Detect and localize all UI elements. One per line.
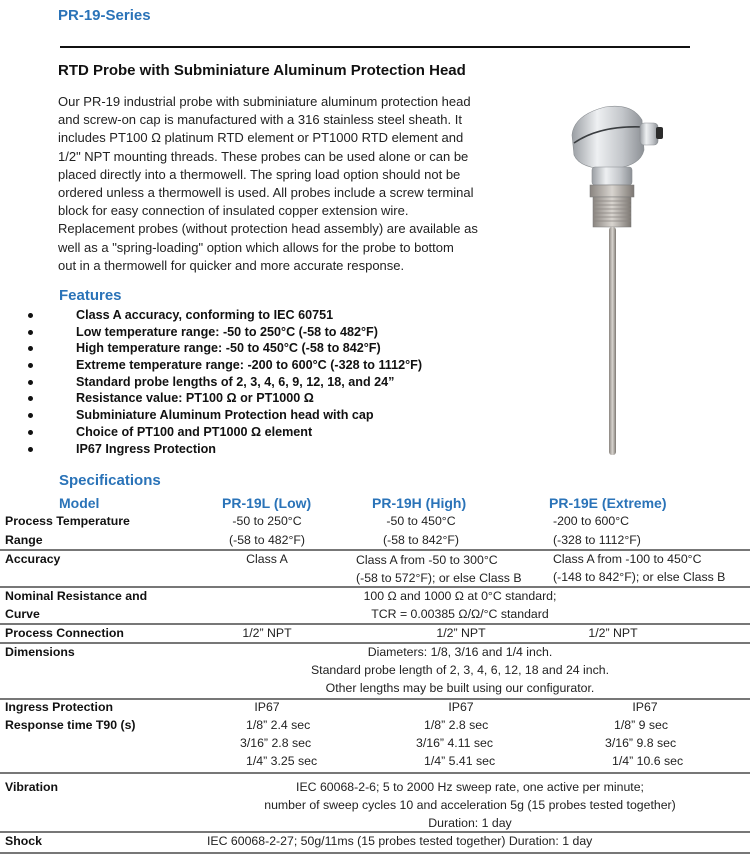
value-extreme: 1/4” 10.6 sec xyxy=(612,754,684,768)
bullet-icon xyxy=(28,346,33,351)
value-low: IP67 xyxy=(254,700,280,714)
value-high: 1/4” 5.41 sec xyxy=(424,754,496,768)
bullet-icon xyxy=(28,363,33,368)
value-extreme: Class A from -100 to 450°C xyxy=(553,552,702,566)
feature-item: Low temperature range: -50 to 250°C (-58 to 482°F) xyxy=(28,324,422,341)
bullet-icon xyxy=(28,330,33,335)
row-label: Range xyxy=(5,533,43,547)
features-list xyxy=(28,307,422,457)
bullet-icon xyxy=(28,380,33,385)
value-extreme: 1/8” 9 sec xyxy=(614,718,668,732)
value-low: Class A xyxy=(246,552,288,566)
bullet-icon xyxy=(28,313,33,318)
header-low: PR-19L (Low) xyxy=(222,495,312,511)
value-low: -50 to 250°C xyxy=(232,514,302,528)
intro-line: includes PT100 Ω platinum RTD element or PT1000 RTD element and xyxy=(58,130,464,146)
title-rule xyxy=(60,46,690,48)
value-high: (-58 to 842°F) xyxy=(383,533,459,547)
bullet-icon xyxy=(28,430,33,435)
row-label: Process Connection xyxy=(5,626,124,640)
value-all: 100 Ω and 1000 Ω at 0°C standard; xyxy=(363,589,557,603)
value-all: TCR = 0.00385 Ω/Ω/°C standard xyxy=(371,607,549,621)
row-label: Vibration xyxy=(5,780,59,794)
value-all: Diameters: 1/8, 3/16 and 1/4 inch. xyxy=(367,645,553,659)
value-all: IEC 60068-2-6; 5 to 2000 Hz sweep rate, one active per minute; xyxy=(296,780,644,794)
value-high: -50 to 450°C xyxy=(386,514,456,528)
intro-line: block for easy connection of insulated copper extension wire. xyxy=(58,203,409,219)
intro-line: and screw-on cap is manufactured with a 316 stainless steel sheath. It xyxy=(58,112,462,128)
row-label: Response time T90 (s) xyxy=(5,718,136,732)
row-divider xyxy=(0,772,750,774)
intro-line: Replacement probes (without protection head assembly) are available as xyxy=(58,221,478,237)
value-low: 1/2” NPT xyxy=(242,626,292,640)
intro-line: well as a "spring-loading" option which allows for the probe to bottom xyxy=(58,239,454,255)
intro-line: 1/2" NPT mounting threads. These probes can be used alone or can be xyxy=(58,148,469,164)
value-all: Other lengths may be built using our configurator. xyxy=(325,681,595,695)
feature-item: High temperature range: -50 to 450°C (-58 to 842°F) xyxy=(28,340,422,357)
value-high: 1/2” NPT xyxy=(436,626,486,640)
row-label: Process Temperature xyxy=(5,514,130,528)
row-label: Accuracy xyxy=(5,552,61,566)
intro-line: ordered unless a thermowell is used. All probes include a screw terminal xyxy=(58,185,474,201)
feature-item: Choice of PT100 and PT1000 Ω element xyxy=(28,424,422,441)
features-heading: Features xyxy=(59,287,122,304)
value-high: 3/16” 4.11 sec xyxy=(416,736,494,750)
value-extreme: (-148 to 842°F); or else Class B xyxy=(553,570,726,584)
feature-item: Standard probe lengths of 2, 3, 4, 6, 9, 12, 18, and 24” xyxy=(28,374,422,391)
value-low: 1/4” 3.25 sec xyxy=(246,754,318,768)
intro-line: out in a thermowell for quicker and more accurate response. xyxy=(58,257,405,273)
value-high: (-58 to 572°F); or else Class B xyxy=(356,571,522,585)
header-extreme: PR-19E (Extreme) xyxy=(549,495,667,511)
value-all: Duration: 1 day xyxy=(428,816,512,830)
value-high: 1/8” 2.8 sec xyxy=(424,718,489,732)
intro-line: placed directly into a thermowell. The spring load option should not be xyxy=(58,166,461,182)
header-high: PR-19H (High) xyxy=(372,495,467,511)
value-high: IP67 xyxy=(448,700,474,714)
row-label: Ingress Protection xyxy=(5,700,113,714)
row-label: Curve xyxy=(5,607,40,621)
feature-item: Extreme temperature range: -200 to 600°C (-328 to 1112°F) xyxy=(28,357,422,374)
specifications-heading: Specifications xyxy=(59,472,161,489)
value-low: 3/16” 2.8 sec xyxy=(240,736,312,750)
row-divider xyxy=(0,852,750,854)
value-all: number of sweep cycles 10 and acceleration 5g (15 probes tested together) xyxy=(264,798,676,812)
header-model: Model xyxy=(59,495,100,511)
value-extreme: 3/16” 9.8 sec xyxy=(605,736,677,750)
row-label: Dimensions xyxy=(5,645,75,659)
feature-item: Class A accuracy, conforming to IEC 60751 xyxy=(28,307,422,324)
feature-item: Resistance value: PT100 Ω or PT1000 Ω xyxy=(28,390,422,407)
intro-line: Our PR-19 industrial probe with subminiature aluminum protection head xyxy=(58,94,471,109)
intro-paragraph xyxy=(58,93,508,275)
row-label: Shock xyxy=(5,834,42,848)
value-extreme: -200 to 600°C xyxy=(553,514,630,528)
value-extreme: 1/2” NPT xyxy=(588,626,638,640)
value-high: Class A from -50 to 300°C xyxy=(356,553,498,567)
row-label: Nominal Resistance and xyxy=(5,589,148,603)
feature-item: IP67 Ingress Protection xyxy=(28,441,422,458)
value-all: IEC 60068-2-27; 50g/11ms (15 probes tested together) Duration: 1 day xyxy=(207,834,593,848)
feature-item: Subminiature Aluminum Protection head with cap xyxy=(28,407,422,424)
series-title: PR-19-Series xyxy=(58,7,151,24)
bullet-icon xyxy=(28,447,33,452)
rtd-probe-photo-icon xyxy=(560,95,670,460)
value-low: 1/8” 2.4 sec xyxy=(246,718,311,732)
value-extreme: IP67 xyxy=(632,700,658,714)
value-low: (-58 to 482°F) xyxy=(229,533,305,547)
bullet-icon xyxy=(28,396,33,401)
value-all: Standard probe length of 2, 3, 4, 6, 12, 18 and 24 inch. xyxy=(310,663,610,677)
product-title: RTD Probe with Subminiature Aluminum Protection Head xyxy=(58,62,466,79)
value-extreme: (-328 to 1112°F) xyxy=(553,533,641,547)
bullet-icon xyxy=(28,413,33,418)
